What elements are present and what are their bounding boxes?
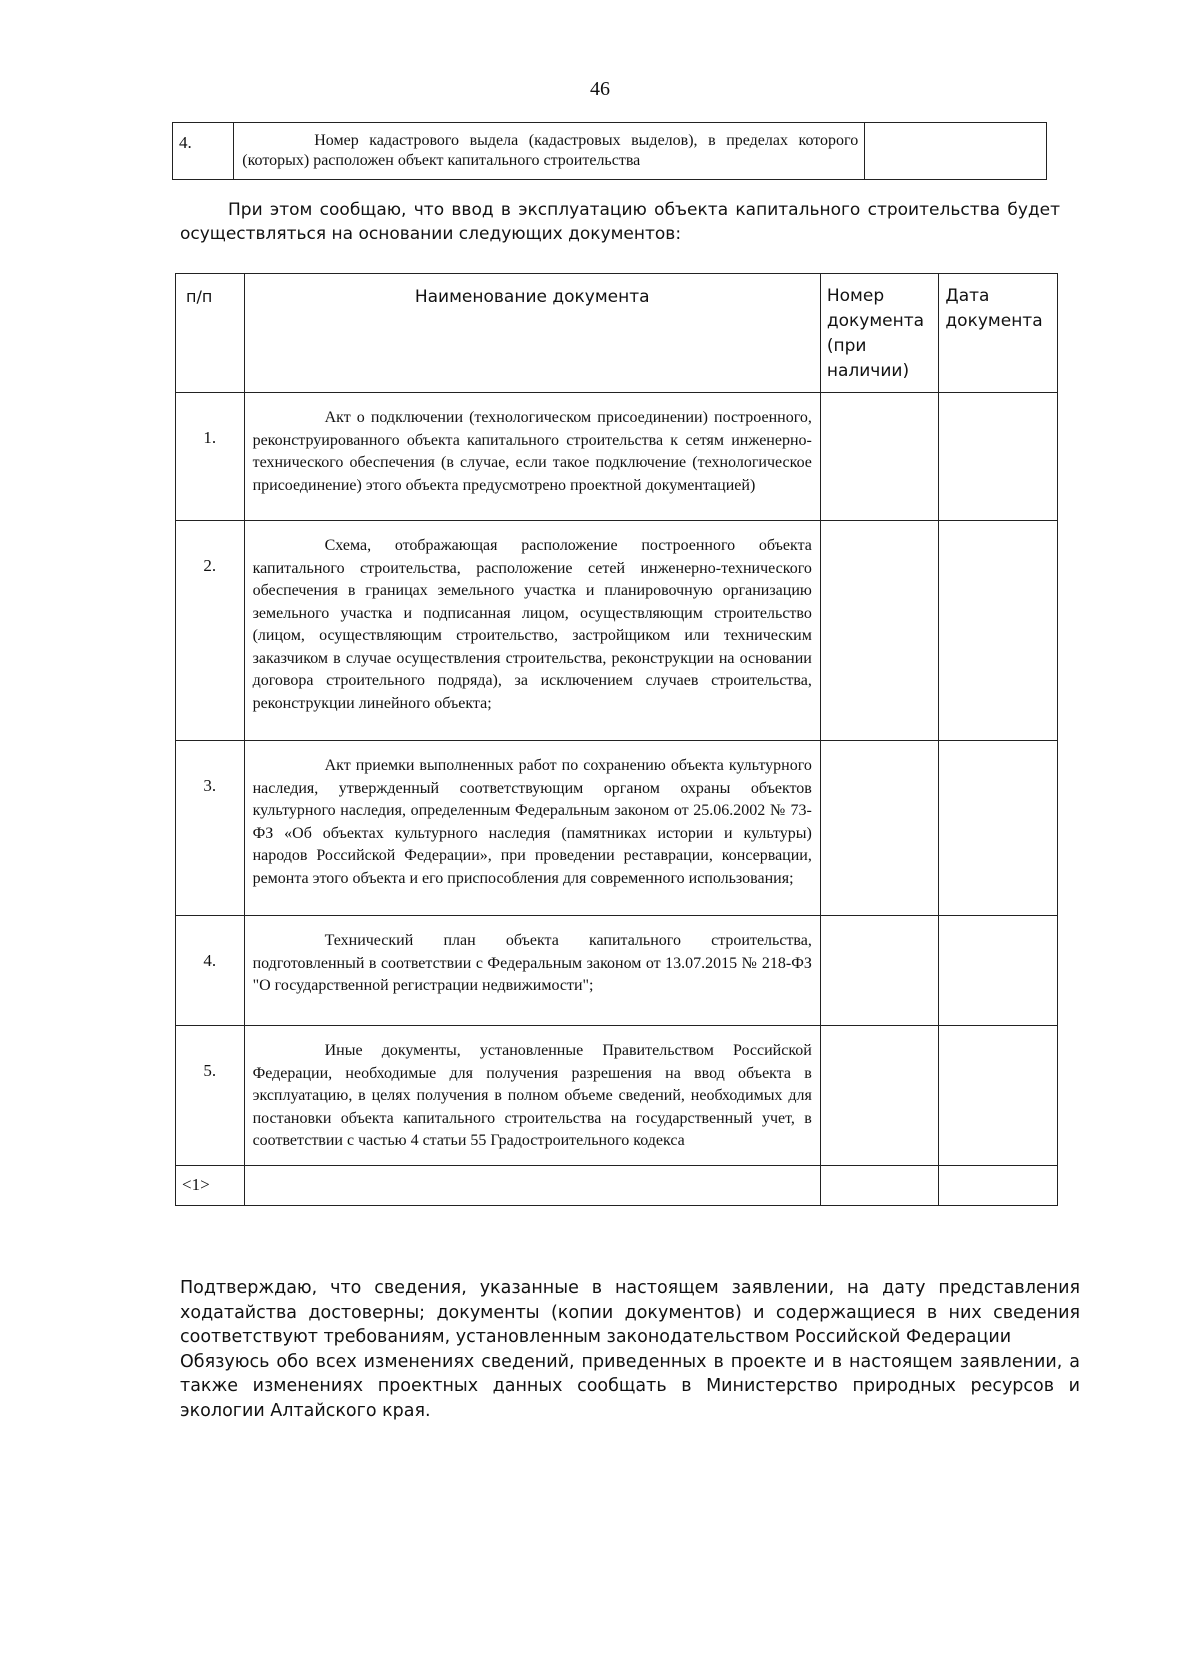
row-doc-date (939, 1165, 1058, 1205)
row-text: Технический план объекта капитального строительства, подготовленный в соответствии с Федеральным законом от 13.07.2015 № 218-ФЗ "О государственной регистрации недвижимости"; (244, 916, 820, 1026)
header-date: Дата документа (939, 274, 1058, 393)
row-doc-number (820, 1165, 939, 1205)
row-number: 2. (176, 521, 245, 741)
table-row (176, 393, 1058, 521)
row-number: 3. (176, 741, 245, 916)
row-doc-number (820, 393, 939, 521)
documents-table (175, 273, 1058, 1206)
table-row (176, 741, 1058, 916)
footnote-marker: <1> (176, 1165, 245, 1205)
row-doc-date (939, 393, 1058, 521)
row-number: 4. (176, 916, 245, 1026)
intro-paragraph: При этом сообщаю, что ввод в эксплуатацию объекта капитального строительства будет осуществляться на основании следующих документов: (180, 200, 1060, 244)
row-doc-date (939, 521, 1058, 741)
cadastral-table (172, 122, 1047, 180)
header-number: Номер документа (при наличии) (820, 274, 939, 393)
row-number: 4. (173, 123, 234, 180)
header-name: Наименование документа (244, 274, 820, 393)
row-number: 5. (176, 1026, 245, 1166)
row-doc-number (820, 521, 939, 741)
table-row (176, 521, 1058, 741)
row-text: Номер кадастрового выдела (кадастровых выделов), в пределах которого (которых) расположен объект капитального строительства (234, 123, 865, 180)
page-number: 46 (590, 78, 610, 100)
row-text: Иные документы, установленные Правительством Российской Федерации, необходимые для получения разрешения на ввод объекта в эксплуатацию, в целях получения в полном объеме сведений, необходимых для постановки объекта капитального строительства на государственный учет, в соответствии с частью 4 статьи 55 Градостроительного кодекса (244, 1026, 820, 1166)
row-text (244, 1165, 820, 1205)
table-row (176, 1026, 1058, 1166)
row-number: 1. (176, 393, 245, 521)
row-text: Акт о подключении (технологическом присоединении) построенного, реконструированного объекта капитального строительства к сетям инженерно-технического обеспечения (в случае, если такое подключение (технологическое присоединение) этого объекта предусмотрено проектной документацией) (244, 393, 820, 521)
row-value (865, 123, 1047, 180)
row-doc-date (939, 741, 1058, 916)
obligation-paragraph: Обязуюсь обо всех изменениях сведений, приведенных в проекте и в настоящем заявлении, а также изменениях проектных данных сообщать в Министерство природных ресурсов и экологии Алтайского края. (180, 1351, 1080, 1421)
closing-text (180, 1276, 1080, 1423)
footnote-row (176, 1165, 1058, 1205)
row-doc-date (939, 1026, 1058, 1166)
row-doc-number (820, 1026, 939, 1166)
row-text: Акт приемки выполненных работ по сохранению объекта культурного наследия, утвержденный соответствующим органом охраны объектов культурного наследия, определенным Федеральным законом от 25.06.2002 № 73-ФЗ «Об объектах культурного наследия (памятниках истории и культуры) народов Российской Федерации», при проведении реставрации, консервации, ремонта этого объекта и его приспособления для современного использования; (244, 741, 820, 916)
header-pp: п/п (176, 274, 245, 393)
header-row (176, 274, 1058, 393)
table-row (176, 916, 1058, 1026)
table-row (173, 123, 1047, 180)
row-doc-date (939, 916, 1058, 1026)
row-doc-number (820, 741, 939, 916)
confirmation-paragraph: Подтверждаю, что сведения, указанные в настоящем заявлении, на дату представления ходатайства достоверны; документы (копии документов) и содержащиеся в них сведения соответствуют требованиям, установленным законодательством Российской Федерации (180, 1278, 1080, 1347)
row-text: Схема, отображающая расположение построенного объекта капитального строительства, расположение сетей инженерно-технического обеспечения в границах земельного участка и планировочную организацию земельного участка и подписанная лицом, осуществляющим строительство (лицом, осуществляющим строительство, застройщиком или техническим заказчиком в случае осуществления строительства, реконструкции на основании договора строительного подряда), за исключением случаев строительства, реконструкции линейного объекта; (244, 521, 820, 741)
row-doc-number (820, 916, 939, 1026)
